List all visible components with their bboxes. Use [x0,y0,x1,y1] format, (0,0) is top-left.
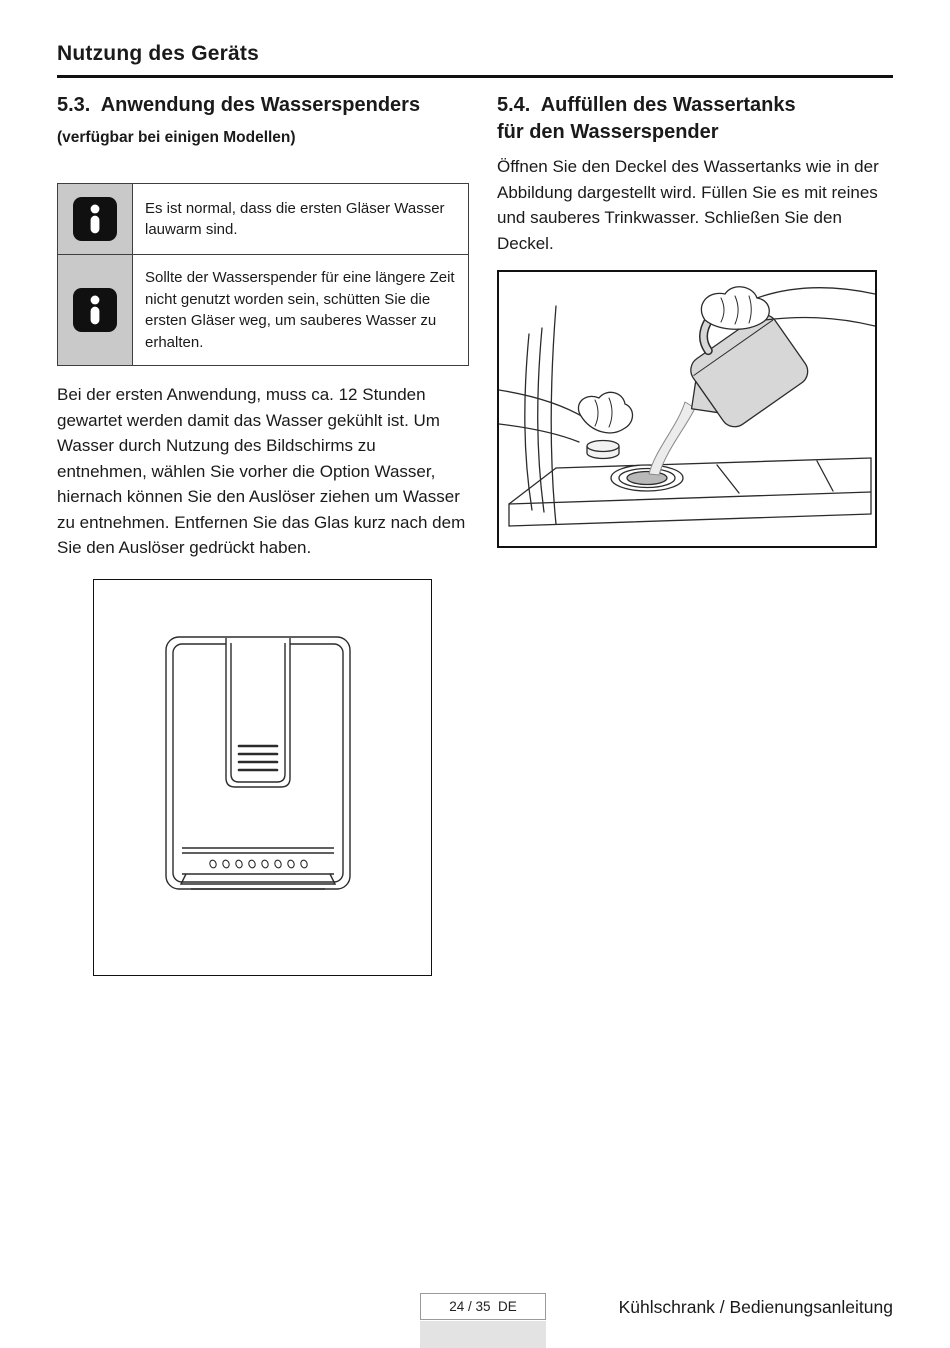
section-5-4-paragraph: Öffnen Sie den Deckel des Wassertanks wie in der Abbildung dargestellt wird. Füllen Sie es mit reines und sauberes Trinkwasser. Schließen Sie den Deckel. [497,157,879,253]
info-note-text: Sollte der Wasserspender für eine längere Zeit nicht genutzt worden sein, schütten Sie die ersten Gläser weg, um sauberes Wasser zu erhalten. [133,255,469,366]
info-icon-cell [58,184,133,255]
section-5-4-title-line2: für den Wasserspender [497,121,719,143]
chapter-header [57,42,893,78]
tank-lid [587,441,619,459]
info-note-text: Es ist normal, dass die ersten Gläser Wasser lauwarm sind. [133,184,469,255]
section-5-3-subtitle: (verfügbar bei einigen Modellen) [57,129,296,146]
chapter-title: Nutzung des Geräts [57,42,259,65]
footer-page-number: 24 / 35 DE [420,1293,546,1320]
section-5-3 [57,92,469,976]
tank-filling-illustration [497,270,877,548]
water-dispenser-drawing [94,580,431,975]
info-note-row [58,184,469,255]
info-notes-table [57,183,469,366]
section-5-4 [497,92,895,548]
footer-gray-block [420,1321,546,1348]
info-icon [73,288,117,332]
dispenser-paddle [226,638,290,787]
lid-hand [499,390,633,442]
door-edge [525,306,556,524]
drip-tray [181,848,335,889]
info-icon-cell [58,255,133,366]
section-5-3-title: 5.3. Anwendung des Wasserspenders [57,94,421,116]
section-5-4-title-line1: 5.4. Auffüllen des Wassertanks [497,94,796,116]
tank-opening [611,465,683,491]
drip-tray-holes [209,859,308,868]
tank-top-surface [509,458,871,526]
footer-manual-title: Kühlschrank / Bedienungsanleitung [618,1297,893,1317]
dispenser-illustration [93,579,432,976]
info-icon [73,197,117,241]
info-note-row [58,255,469,366]
pouring-hand [701,287,875,330]
section-5-3-paragraph: Bei der ersten Anwendung, muss ca. 12 Stunden gewartet werden damit das Wasser gekühlt ist. Um Wasser durch Nutzung des Bildschirms zu entnehmen, wählen Sie vorher die Option Wasser, hiernach können Sie den Auslöser ziehen um Wasser zu entnehmen. Entfernen Sie das Glas kurz nach dem Sie den Auslöser gedrückt haben. [57,385,466,557]
section-5-4-title [497,92,895,146]
tank-filling-drawing [499,272,875,546]
